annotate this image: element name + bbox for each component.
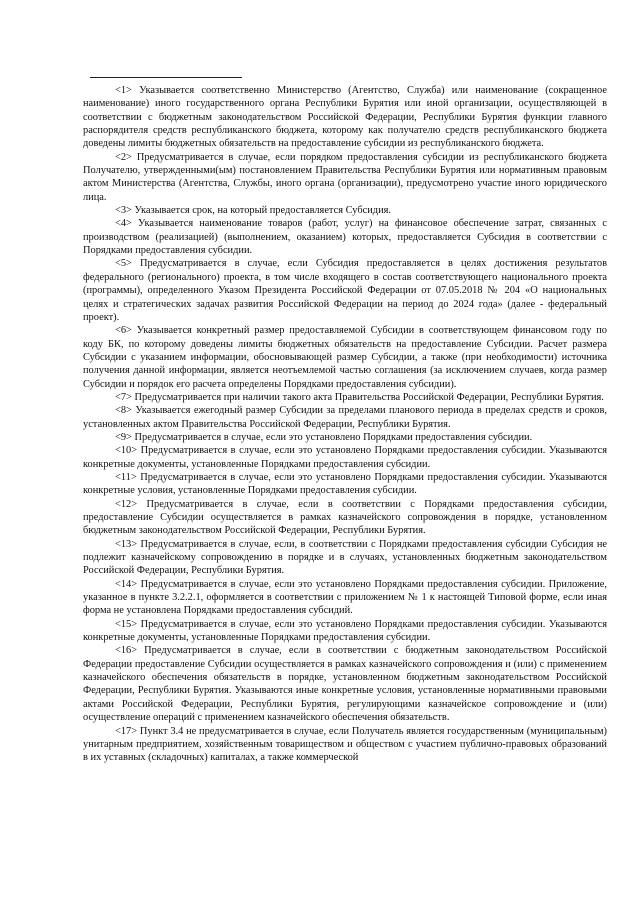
footnotes-list [83, 84, 607, 765]
footnote-marker: <15> [115, 618, 138, 630]
footnote-4 [83, 217, 607, 257]
footnote-marker: <3> [115, 205, 132, 217]
footnote-text: Предусматривается в случае, если это установлено Порядками предоставления субсидии. Приложение, указанное в пункте 3.2.2.1, оформляется в соответствии с приложением № 1 к настоящей Типовой форме, если иная форма не установлена Порядками предоставления субсидий. [83, 578, 607, 617]
footnote-text: Предусматривается в случае, если это установлено Порядками предоставления субсидии. [131, 431, 533, 443]
footnote-11 [83, 471, 607, 498]
footnote-marker: <10> [115, 445, 138, 457]
footnote-marker: <4> [115, 218, 132, 230]
footnote-marker: <13> [115, 538, 138, 550]
footnote-text: Указывается ежегодный размер Субсидии за пределами планового периода в пределах средств и сроков, установленных актом Правительства Российской Федерации, Республики Бурятия. [83, 405, 607, 430]
footnote-text: Пункт 3.4 не предусматривается в случае, если Получатель является государственным (муниципальным) унитарным предприятием, хозяйственным товариществом и обществом с участием публично-правовых образований в их уставных (складочных) капиталах, а также коммерческой [83, 725, 607, 764]
footnote-text: Предусматривается в случае, если порядком предоставления субсидии из республиканского бюджета Получателю, утвержденными(ым) постановлением Правительства Республики Бурятия или нормативным правовым актом Министерства (Агентства, Службы, иного органа (организации), предусмотрено участие иного юридического лица. [83, 151, 607, 203]
footnote-marker: <16> [115, 645, 138, 657]
footnote-16 [83, 644, 607, 724]
footnote-6 [83, 324, 607, 391]
footnote-12 [83, 498, 607, 538]
footnote-3 [83, 204, 607, 217]
footnote-marker: <1> [115, 85, 132, 96]
footnote-marker: <9> [115, 431, 132, 443]
footnote-marker: <17> [115, 725, 138, 737]
footnote-marker: <7> [115, 391, 132, 403]
footnote-9 [83, 431, 607, 444]
footnote-text: Указывается соответственно Министерство (Агентство, Служба) или наименование (сокращенное наименование) иного государственного органа Республики Бурятия или иной организации, осуществляющей в соответствии с бюджетным законодательством Российской Федерации, Республики Бурятия функции главного распорядителя средств республиканского бюджета, которому как получателю средств республиканского бюджета доведены лимиты бюджетных обязательств на предоставление субсидии из республиканского бюджета. [83, 85, 607, 150]
footnote-text: Предусматривается в случае, если в соответствии с Порядками предоставления субсидии, предоставление Субсидии осуществляется в рамках казначейского сопровождения в порядке, установленном бюджетным законодательством Российской Федерации, Республики Бурятия. [83, 498, 607, 537]
footnote-text: Предусматривается в случае, если это установлено Порядками предоставления субсидии. Указываются конкретные условия, установленные Порядками предоставления субсидии. [83, 471, 607, 497]
footnote-marker: <12> [115, 498, 138, 510]
footnote-2 [83, 151, 607, 204]
footnote-text: Предусматривается в случае, если в соответствии с бюджетным законодательством Российской Федерации предоставление Субсидии осуществляется в рамках казначейского сопровождения и (или) с применением казначейского обеспечения обязательств в порядке, установленном бюджетным законодательством Российской Федерации, Республики Бурятия. Указываются иные конкретные условия, установленные нормативными правовыми актами Российской Федерации, Республики Бурятия, регулирующими казначейское сопровождение и (или) осуществление операций с применением казначейского обеспечения обязательств. [83, 645, 607, 724]
footnote-text: Предусматривается в случае, если, в соответствии с Порядками предоставления субсидии Субсидия не подлежит казначейскому сопровождению в порядке и в случаях, установленных бюджетным законодательством Российской Федерации, Республики Бурятия. [83, 538, 607, 577]
footnote-7 [83, 391, 607, 404]
footnote-17 [83, 725, 607, 765]
footnote-text: Предусматривается при наличии такого акта Правительства Российской Федерации, Республики Бурятия. [131, 391, 604, 403]
footnote-marker: <14> [115, 578, 138, 590]
footnote-separator-line [90, 77, 242, 78]
footnote-15 [83, 618, 607, 645]
footnote-5 [83, 257, 607, 324]
footnote-marker: <11> [115, 471, 137, 483]
footnote-marker: <6> [115, 325, 132, 337]
footnote-13 [83, 538, 607, 578]
footnote-1 [83, 84, 607, 151]
footnote-10 [83, 444, 607, 471]
footnote-marker: <5> [115, 258, 132, 270]
footnote-text: Указывается срок, на который предоставляется Субсидия. [131, 205, 392, 217]
footnote-14 [83, 578, 607, 618]
footnote-marker: <8> [115, 405, 132, 417]
footnote-text: Указывается конкретный размер предоставляемой Субсидии в соответствующем финансовом году по коду БК, по которому доведены лимиты бюджетных обязательств на предоставление Субсидии. Расчет размера Субсидии с указанием информации, обосновывающей размер Субсидии, а также (при необходимости) источника получения данной информации, является неотъемлемой частью соглашения (за исключением случаев, когда размер Субсидии и порядок его расчета определены Порядками предоставления субсидии). [83, 325, 607, 390]
footnote-text: Предусматривается в случае, если это установлено Порядками предоставления субсидии. Указываются конкретные документы, установленные Порядками предоставления субсидии. [83, 618, 607, 644]
footnote-marker: <2> [115, 151, 132, 163]
footnote-text: Указывается наименование товаров (работ, услуг) на финансовое обеспечение затрат, связанных с производством (реализацией) (выполнением, оказанием) которых, предоставляется Субсидия в соответствии с Порядками предоставления субсидии. [83, 218, 607, 257]
footnote-8 [83, 404, 607, 431]
footnote-text: Предусматривается в случае, если Субсидия предоставляется в целях достижения результатов федерального (регионального) проекта, в том числе входящего в состав соответствующего национального проекта (программы), определенного Указом Президента Российской Федерации от 07.05.2018 № 204 «О национальных целях и стратегических задачах развития Российской Федерации на период до 2024 года» (далее - федеральный проект). [83, 258, 607, 323]
footnote-text: Предусматривается в случае, если это установлено Порядками предоставления субсидии. Указываются конкретные документы, установленные Порядками предоставления субсидии. [83, 445, 607, 470]
